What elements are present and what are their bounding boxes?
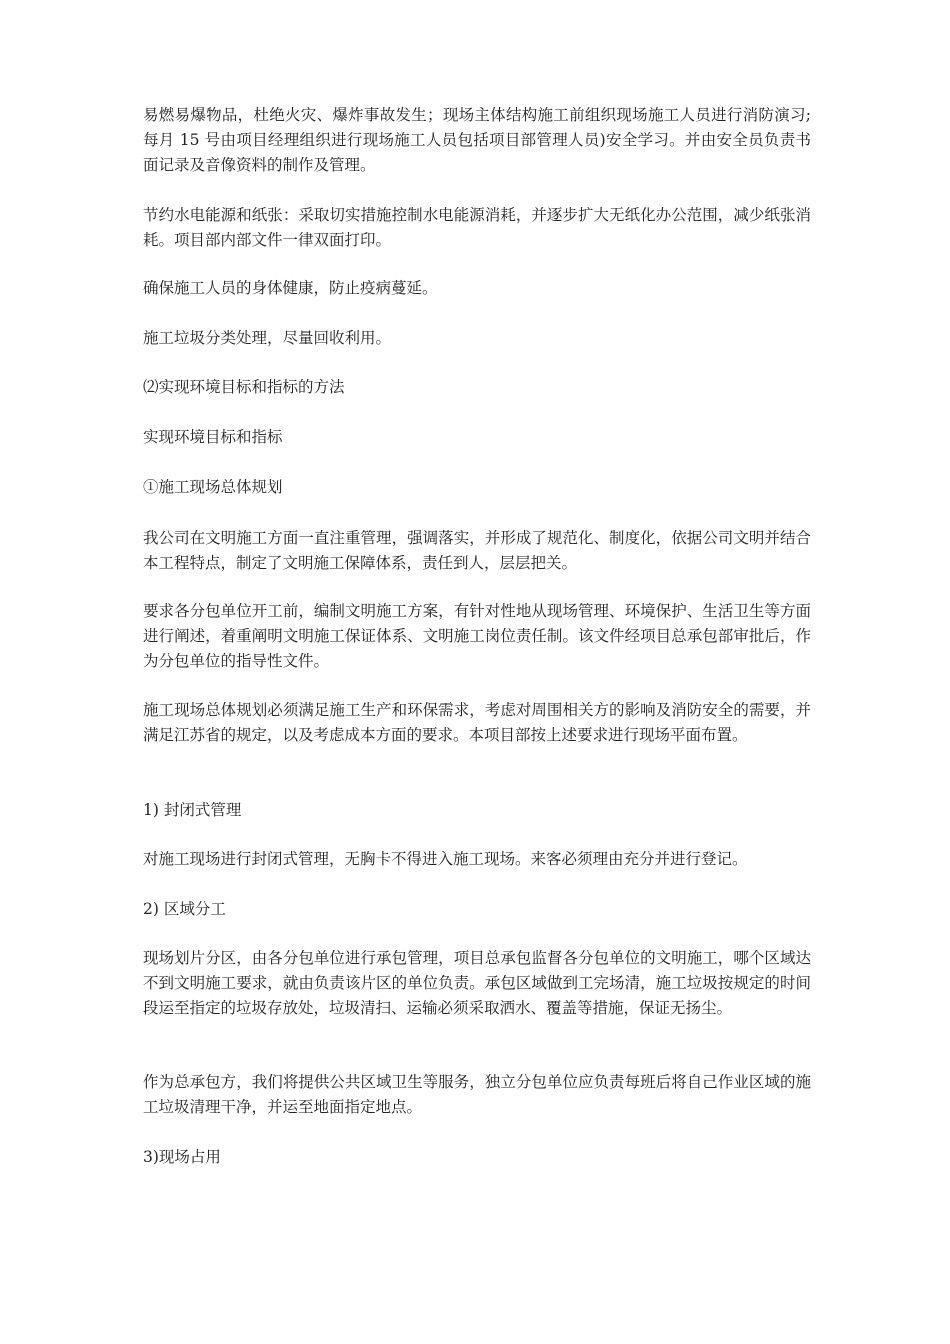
paragraph-worker-health: 确保施工人员的身体健康，防止疫病蔓延。 [143,279,438,297]
heading-site-occupation: 3)现场占用 [143,1148,221,1166]
paragraph-site-layout-requirements: 施工现场总体规划必须满足施工生产和环保需求，考虑对周围相关方的影响及消防安全的需要，并满足江苏省的规定，以及考虑成本方面的要求。本项目部按上述要求进行现场平面布置。 [143,701,811,744]
paragraph-civilized-construction: 我公司在文明施工方面一直注重管理，强调落实，并形成了规范化、制度化，依据公司文明并结合本工程特点，制定了文明施工保障体系，责任到人，层层把关。 [143,529,811,572]
paragraph-subcontractor-plan: 要求各分包单位开工前，编制文明施工方案，有针对性地从现场管理、环境保护、生活卫生等方面进行阐述，着重阐明文明施工保证体系、文明施工岗位责任制。该文件经项目总承包部审批后，作为分包单位的指导性文件。 [143,602,811,670]
paragraph-waste-sorting: 施工垃圾分类处理，尽量回收利用。 [143,329,392,347]
heading-closed-management: 1) 封闭式管理 [143,801,242,819]
paragraph-zone-division: 现场划片分区，由各分包单位进行承包管理，项目总承包监督各分包单位的文明施工，哪个区域达不到文明施工要求，就由负责该片区的单位负责。承包区域做到工完场清，施工垃圾按规定的时间段运至指定的垃圾存放处，垃圾清扫、运输必须采取洒水、覆盖等措施，保证无扬尘。 [143,949,811,1017]
heading-zone-division: 2) 区域分工 [143,900,226,918]
paragraph-fire-safety-drills: 易燃易爆物品，杜绝火灾、爆炸事故发生；现场主体结构施工前组织现场施工人员进行消防演习;每月 15 号由项目经理组织进行现场施工人员包括项目部管理人员)安全学习。并由安全员负责书面记录及音像资料的制作及管理。 [143,106,811,174]
paragraph-general-contractor-duties: 作为总承包方，我们将提供公共区域卫生等服务，独立分包单位应负责每班后将自己作业区域的施工垃圾清理干净，并运至地面指定地点。 [143,1073,811,1116]
paragraph-energy-paper-saving: 节约水电能源和纸张：采取切实措施控制水电能源消耗，并逐步扩大无纸化办公范围，减少纸张消耗。项目部内部文件一律双面打印。 [143,206,811,249]
heading-site-overall-planning: ①施工现场总体规划 [143,478,283,496]
heading-environment-targets: 实现环境目标和指标 [143,428,283,446]
heading-environment-methods: ⑵实现环境目标和指标的方法 [143,378,345,396]
paragraph-closed-management: 对施工现场进行封闭式管理，无胸卡不得进入施工现场。来客必须理由充分并进行登记。 [143,850,748,868]
